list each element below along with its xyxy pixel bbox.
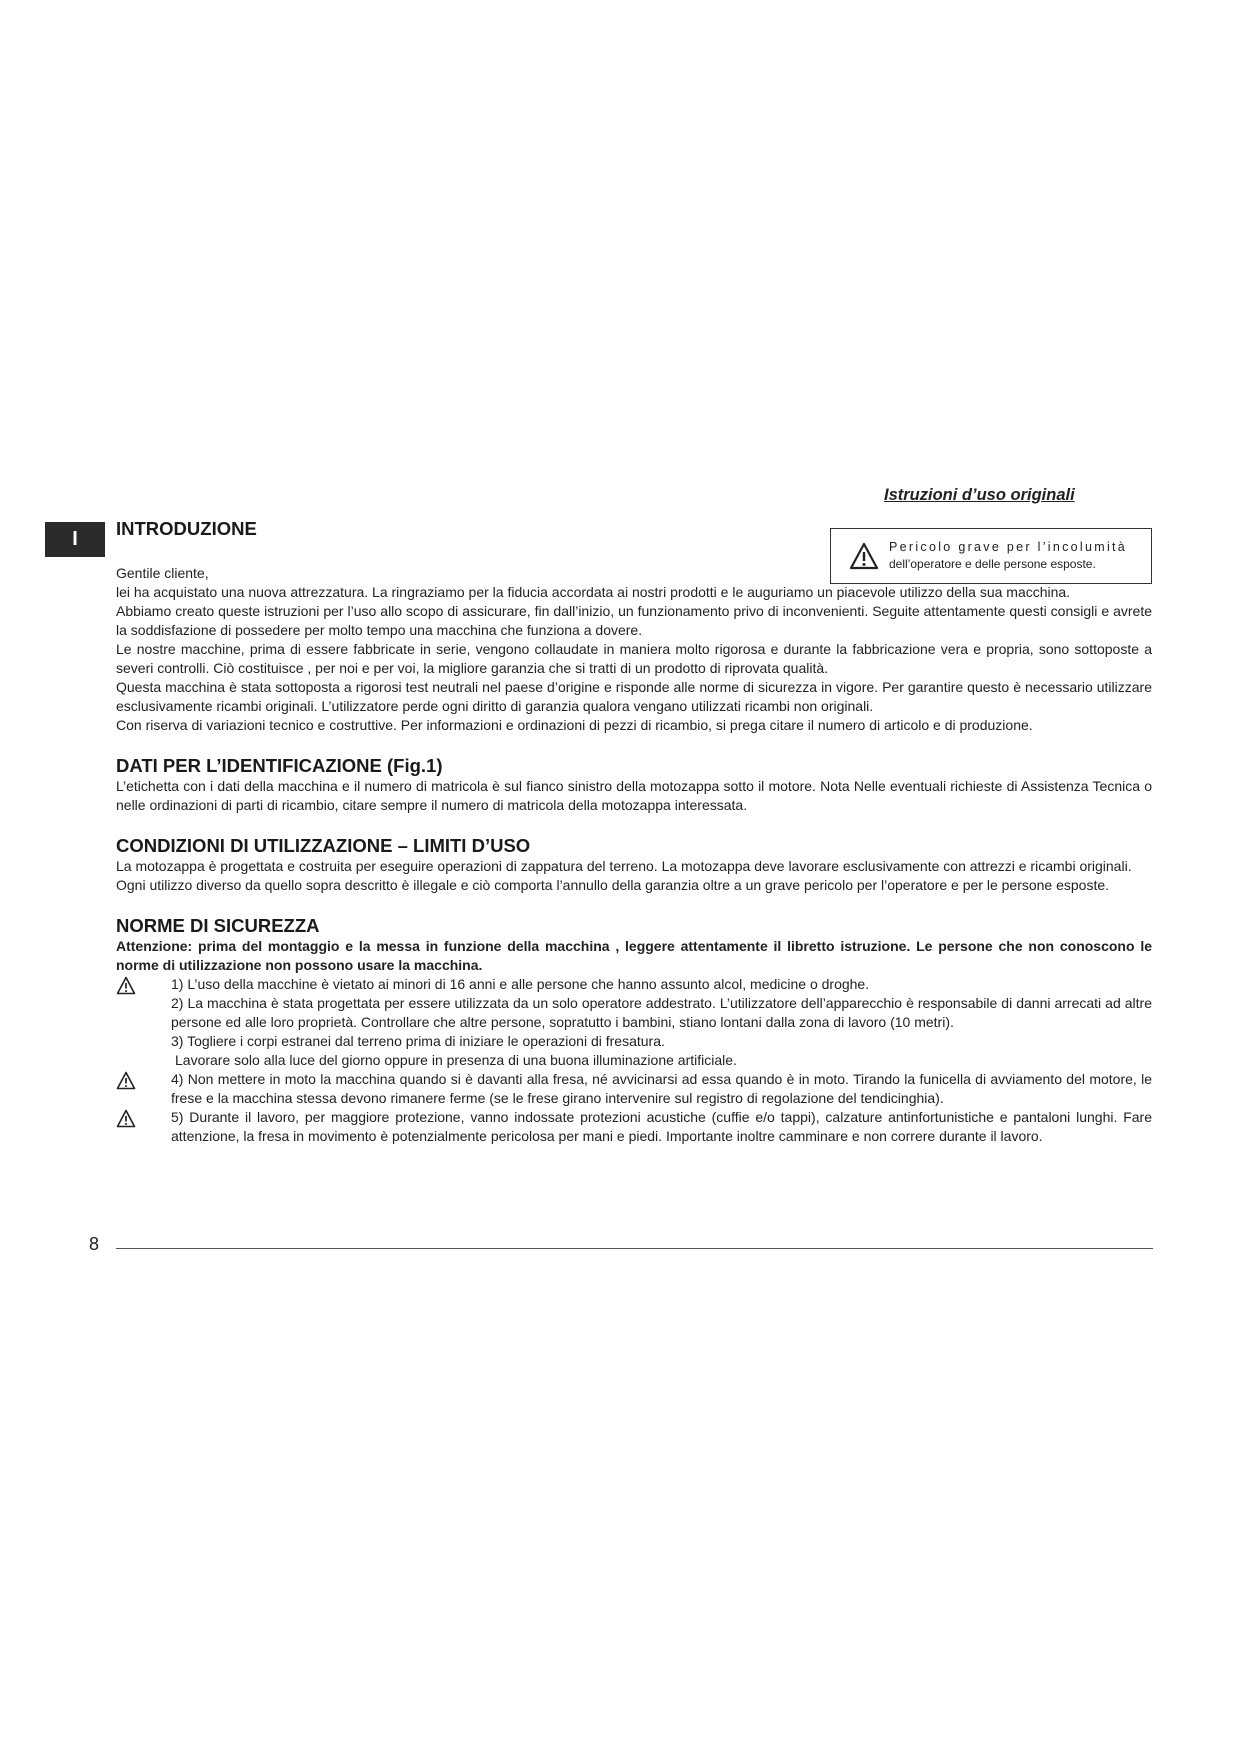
document-header-title: Istruzioni d’uso originali [884,486,1075,504]
warning-triangle-icon [116,976,136,995]
document-body [116,518,1152,1146]
warning-triangle-icon [116,1109,136,1128]
conditions-paragraph: Ogni utilizzo diverso da quello sopra descritto è illegale e ciò comporta l’annullo della garanzia oltre a un grave pericolo per l’operatore e per le persone esposte. [116,877,1110,893]
intro-paragraph: Le nostre macchine, prima di essere fabbricate in serie, vengono collaudate in maniera molto rigorosa e durante la fabbricazione vera e propria, sono sottoposte a severi controlli. Ciò costituisce , per noi e per voi, la migliore garanzia che si tratti di un prodotto di riprovata qualità. [116,641,1152,676]
section-safety [116,915,1152,1146]
warning-triangle-icon [116,1071,136,1090]
safety-item-text: 1) L’uso della macchine è vietato ai minori di 16 anni e alle persone che hanno assunto alcol, medicine o droghe. [171,976,870,992]
section-conditions [116,835,1152,895]
safety-item [116,1051,1152,1070]
warning-text-line2: dell’operatore e delle persone esposte. [889,557,1096,571]
safety-item [116,1032,1152,1051]
safety-item [116,975,1152,994]
intro-paragraph: lei ha acquistato una nuova attrezzatura. La ringraziamo per la fiducia accordata ai nostri prodotti e le auguriamo un piacevole utilizzo della sua macchina. [116,584,1071,600]
safety-item-text: Lavorare solo alla luce del giorno oppure in presenza di una buona illuminazione artificiale. [175,1052,737,1068]
language-tab: I [45,522,105,557]
intro-paragraph: Abbiamo creato queste istruzioni per l’uso allo scopo di assicurare, fin dall’inizio, un funzionamento privo di inconvenienti. Seguite attentamente questi consigli e avrete la soddisfazione di possedere per molto tempo una macchina che funziona a dovere. [116,603,1152,638]
section-title-conditions: CONDIZIONI DI UTILIZZAZIONE – LIMITI D’USO [116,835,531,856]
page-number: 8 [89,1234,100,1254]
safety-item-text: 5) Durante il lavoro, per maggiore protezione, vanno indossate protezioni acustiche (cuffie e/o tappi), calzature antinfortunistiche e pantaloni lunghi. Fare attenzione, la fresa in movimento è potenzialmente pericolosa per mani e piedi. Importante inoltre camminare e non correre durante il lavoro. [171,1109,1152,1144]
section-identification [116,755,1152,815]
section-title-introduction: INTRODUZIONE [116,518,257,539]
safety-item-text: 4) Non mettere in moto la macchina quando si è davanti alla fresa, né avvicinarsi ad essa quando è in moto. Tirando la funicella di avviamento del motore, le frese e la macchina stessa devono rimanere ferme (se le frese girano intervenire sul registro di regolazione del tendicinghia). [171,1071,1152,1106]
section-title-safety: NORME DI SICUREZZA [116,915,320,936]
section-title-identification: DATI PER L’IDENTIFICAZIONE (Fig.1) [116,755,443,776]
intro-paragraph: Con riserva di variazioni tecnico e costruttive. Per informazioni e ordinazioni di pezzi di ricambio, si prega citare il numero di articolo e di produzione. [116,717,1033,733]
safety-attention: Attenzione: prima del montaggio e la messa in funzione della macchina , leggere attentamente il libretto istruzione. Le persone che non conoscono le norme di utilizzazione non possono usare la macchina. [116,938,1152,973]
safety-item [116,1108,1152,1146]
intro-paragraph: Questa macchina è stata sottoposta a rigorosi test neutrali nel paese d’origine e risponde alle norme di sicurezza in vigore. Per garantire questo è necessario utilizzare esclusivamente ricambi originali. L’utilizzatore perde ogni diritto di garanzia qualora vengano utilizzati ricambi non originali. [116,679,1152,714]
safety-item [116,994,1152,1032]
safety-item-text: 2) La macchina è stata progettata per essere utilizzata da un solo operatore addestrato. L’utilizzatore dell’apparecchio è responsabile di danni arrecati ad altre persone ed alle loro proprietà. Controllare che altre persone, sopratutto i bambini, stiano lontani dalla zona di lavoro (10 metri). [171,995,1152,1030]
section-introduction [116,518,1152,735]
identification-paragraph: L’etichetta con i dati della macchina e il numero di matricola è sul fianco sinistro della motozappa sotto il motore. Nota Nelle eventuali richieste di Assistenza Tecnica o nelle ordinazioni di parti di ricambio, citare sempre il numero di matricola della motozappa interessata. [116,778,1152,813]
safety-item [116,1070,1152,1108]
warning-text-line1: Pericolo grave per l’incolumità [889,540,1128,554]
safety-item-text: 3) Togliere i corpi estranei dal terreno prima di iniziare le operazioni di fresatura. [171,1033,665,1049]
intro-greeting: Gentile cliente, [116,565,209,581]
footer-rule [116,1248,1153,1249]
conditions-paragraph: La motozappa è progettata e costruita per eseguire operazioni di zappatura del terreno. La motozappa deve lavorare esclusivamente con attrezzi e ricambi originali. [116,858,1132,874]
